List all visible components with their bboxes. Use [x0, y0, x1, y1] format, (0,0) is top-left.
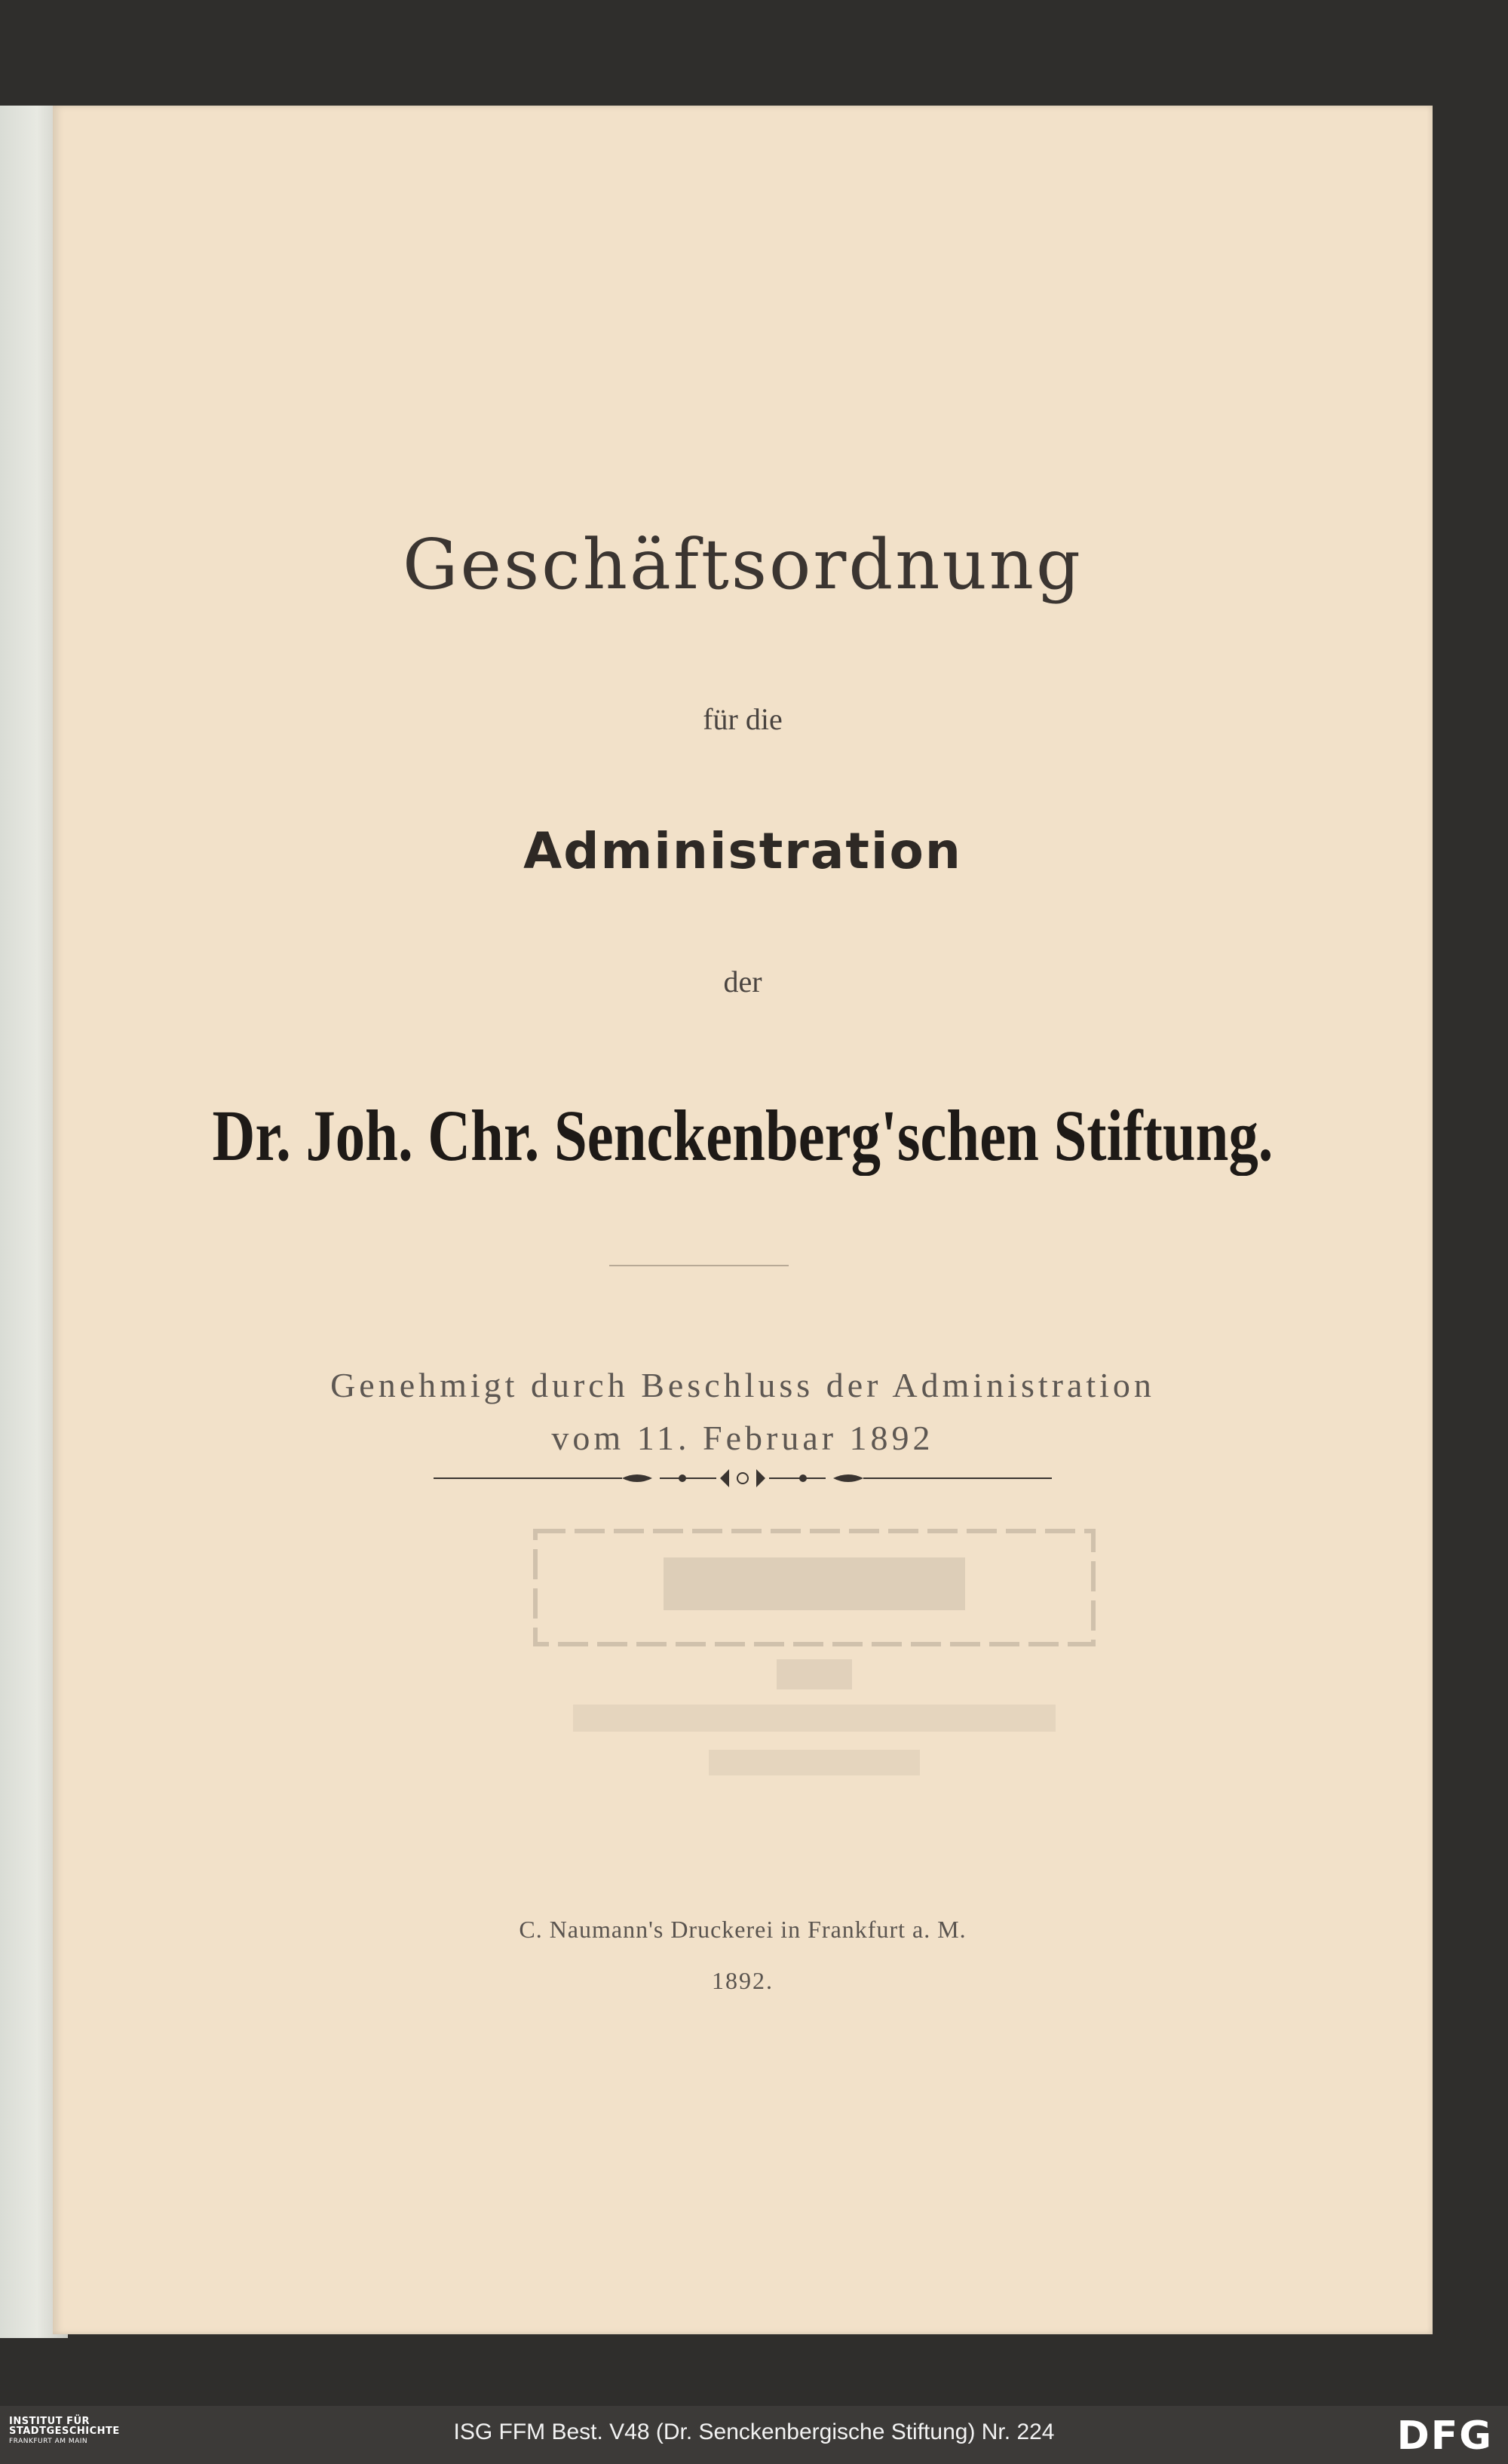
- document-title: Geschäftsordnung: [403, 524, 1083, 605]
- ornamental-divider: [434, 1463, 1052, 1493]
- archive-reference-caption: ISG FFM Best. V48 (Dr. Senckenbergische Stiftung) Nr. 224: [453, 2420, 1055, 2444]
- approval-line-1: Genehmigt durch Beschluss der Administration: [330, 1366, 1155, 1404]
- subtitle-administration: Administration: [523, 822, 962, 880]
- dfg-logo: DFG: [1396, 2413, 1493, 2459]
- printer-imprint: C. Naumann's Druckerei in Frankfurt a. M.: [519, 1916, 967, 1943]
- subtitle-der: der: [723, 965, 762, 999]
- subtitle-fuer-die: für die: [703, 702, 783, 736]
- institution-logo-line-3: FRANKFURT AM MAIN: [9, 2438, 88, 2445]
- foundation-name: Dr. Joh. Chr. Senckenberg'schen Stiftung.: [212, 1095, 1274, 1176]
- institution-logo-line-2: STADTGESCHICHTE: [9, 2426, 120, 2437]
- viewer-footer-bar: [0, 2406, 1508, 2464]
- faded-archive-stamp: [528, 1516, 1101, 1787]
- approval-line-2: vom 11. Februar 1892: [551, 1419, 934, 1457]
- document-page: [53, 106, 1433, 2334]
- publication-year: 1892.: [712, 1967, 774, 1994]
- institution-logo-line-1: INSTITUT FÜR: [9, 2416, 90, 2427]
- divider-rule: [609, 1265, 789, 1266]
